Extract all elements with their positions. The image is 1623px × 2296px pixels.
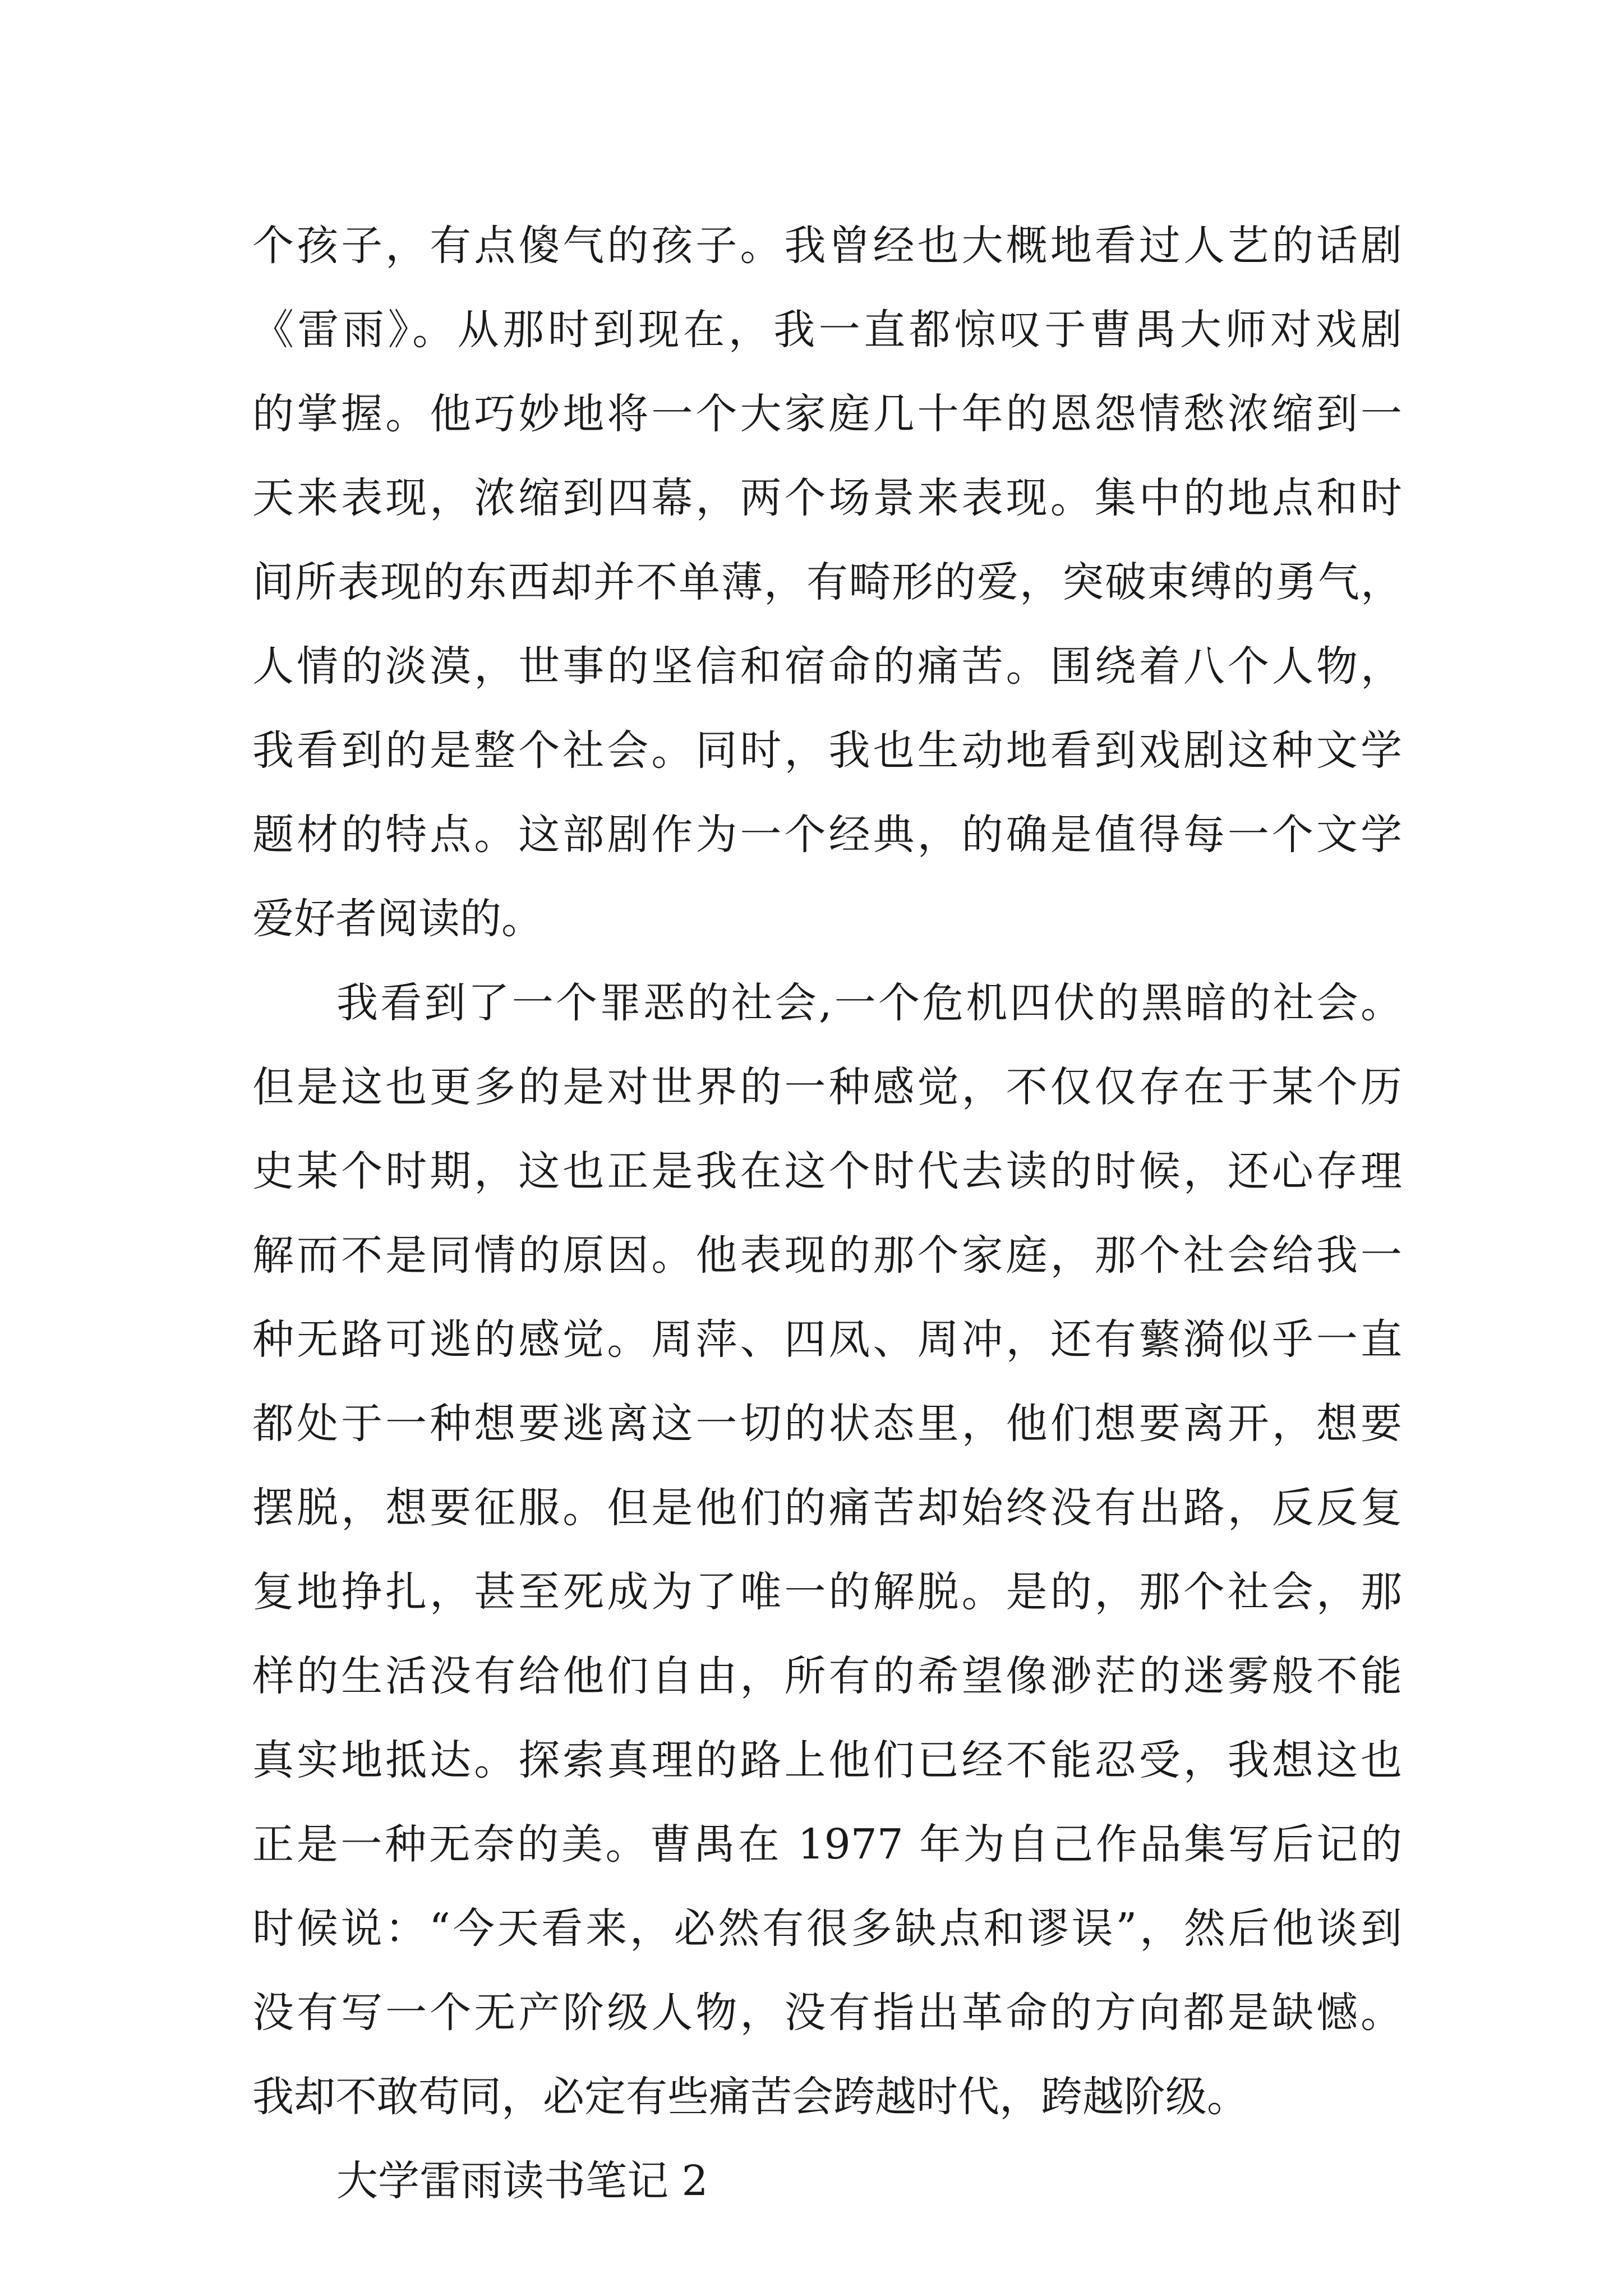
paragraph-line: 爱好者阅读的。 [252,895,543,943]
paragraph-line: 我看到的是整个社会。同时，我也生动地看到戏剧这种文学 [252,726,1402,775]
paragraph-line: 解而不是同情的原因。他表现的那个家庭，那个社会给我一 [252,1231,1402,1280]
paragraph-line: 复地挣扎，甚至死成为了唯一的解脱。是的，那个社会，那 [252,1568,1402,1616]
paragraph-line: 正是一种无奈的美。曹禺在 1977 年为自己作品集写后记的 [252,1820,1402,1869]
paragraph-line: 间所表现的东西却并不单薄，有畸形的爱，突破束缚的勇气， [252,558,1402,606]
paragraph-line: 史某个时期，这也正是我在这个时代去读的时候，还心存理 [252,1147,1402,1195]
paragraph-line: 种无路可逃的感觉。周萍、四凤、周冲，还有蘩漪似乎一直 [252,1315,1402,1364]
paragraph-line: 个孩子，有点傻气的孩子。我曾经也大概地看过人艺的话剧 [252,222,1402,270]
paragraph-line: 没有写一个无产阶级人物，没有指出革命的方向都是缺憾。 [252,1989,1402,2037]
paragraph-line: 都处于一种想要逃离这一切的状态里，他们想要离开，想要 [252,1400,1402,1448]
paragraph-line: 时候说：“今天看来，必然有很多缺点和谬误”，然后他谈到 [252,1904,1402,1953]
paragraph-line: 《雷雨》。从那时到现在，我一直都惊叹于曹禺大师对戏剧 [252,306,1402,354]
section-heading: 大学雷雨读书笔记 2 [336,2157,708,2205]
paragraph-line: 但是这也更多的是对世界的一种感觉，不仅仅存在于某个历 [252,1063,1402,1111]
paragraph-line: 真实地抵达。探索真理的路上他们已经不能忍受，我想这也 [252,1736,1402,1784]
paragraph-line: 样的生活没有给他们自由，所有的希望像渺茫的迷雾般不能 [252,1652,1402,1700]
paragraph-line: 天来表现，浓缩到四幕，两个场景来表现。集中的地点和时 [252,474,1402,522]
paragraph-line: 摆脱，想要征服。但是他们的痛苦却始终没有出路，反反复 [252,1484,1402,1532]
paragraph-line: 人情的淡漠，世事的坚信和宿命的痛苦。围绕着八个人物， [252,642,1402,691]
paragraph-line: 题材的特点。这部剧作为一个经典，的确是值得每一个文学 [252,811,1402,859]
paragraph-line: 我却不敢苟同，必定有些痛苦会跨越时代，跨越阶级。 [252,2073,1248,2121]
paragraph-line: 的掌握。他巧妙地将一个大家庭几十年的恩怨情愁浓缩到一 [252,390,1402,438]
paragraph-line: 我看到了一个罪恶的社会,一个危机四伏的黑暗的社会。 [336,979,1402,1027]
